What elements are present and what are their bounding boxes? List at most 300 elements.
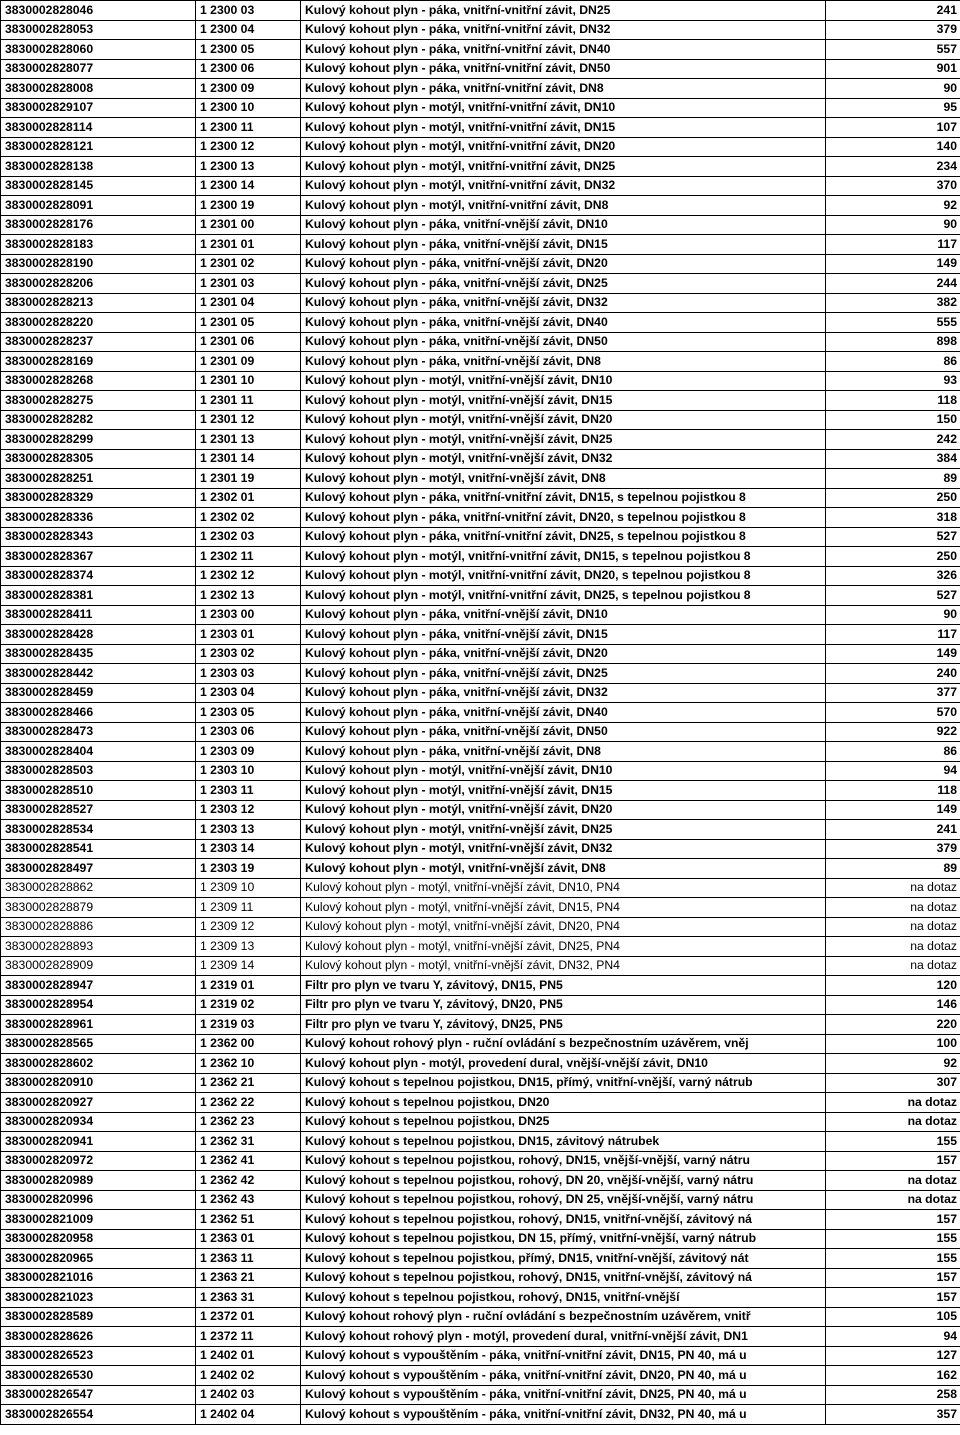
product-code-cell: 1 2300 19 bbox=[196, 196, 301, 216]
product-code-cell: 1 2302 13 bbox=[196, 586, 301, 606]
price-cell: na dotaz bbox=[826, 1190, 960, 1210]
price-cell: na dotaz bbox=[826, 956, 960, 976]
table-row bbox=[1, 683, 960, 703]
price-cell: 379 bbox=[826, 839, 960, 859]
table-row bbox=[1, 800, 960, 820]
description-cell: Kulový kohout rohový plyn - ruční ovládání s bezpečnostním uzávěrem, vněj bbox=[301, 1034, 826, 1054]
table-row bbox=[1, 820, 960, 840]
ean-cell: 3830002828381 bbox=[1, 586, 196, 606]
description-cell: Kulový kohout plyn - páka, vnitřní-vnější závit, DN8 bbox=[301, 742, 826, 762]
product-code-cell: 1 2303 19 bbox=[196, 859, 301, 879]
price-cell: 527 bbox=[826, 527, 960, 547]
table-row bbox=[1, 1034, 960, 1054]
table-row bbox=[1, 410, 960, 430]
price-cell: 90 bbox=[826, 605, 960, 625]
description-cell: Kulový kohout s vypouštěním - páka, vnitřní-vnitřní závit, DN32, PN 40, má u bbox=[301, 1405, 826, 1425]
price-cell: 93 bbox=[826, 371, 960, 391]
ean-cell: 3830002828343 bbox=[1, 527, 196, 547]
product-code-cell: 1 2300 10 bbox=[196, 98, 301, 118]
ean-cell: 3830002828374 bbox=[1, 566, 196, 586]
description-cell: Kulový kohout s tepelnou pojistkou, přímý, DN15, vnitřní-vnější, závitový nát bbox=[301, 1249, 826, 1269]
product-code-cell: 1 2303 01 bbox=[196, 625, 301, 645]
description-cell: Kulový kohout plyn - páka, vnitřní-vnitřní závit, DN15, s tepelnou pojistkou 8 bbox=[301, 488, 826, 508]
price-cell: 318 bbox=[826, 508, 960, 528]
price-cell: 95 bbox=[826, 98, 960, 118]
table-row bbox=[1, 937, 960, 957]
price-cell: 157 bbox=[826, 1151, 960, 1171]
product-code-cell: 1 2402 01 bbox=[196, 1346, 301, 1366]
ean-cell: 3830002828060 bbox=[1, 40, 196, 60]
price-cell: na dotaz bbox=[826, 1112, 960, 1132]
ean-cell: 3830002826523 bbox=[1, 1346, 196, 1366]
ean-cell: 3830002828053 bbox=[1, 20, 196, 40]
table-row bbox=[1, 917, 960, 937]
product-code-cell: 1 2362 21 bbox=[196, 1073, 301, 1093]
description-cell: Kulový kohout plyn - páka, vnitřní-vnější závit, DN15 bbox=[301, 625, 826, 645]
price-cell: 922 bbox=[826, 722, 960, 742]
ean-cell: 3830002828251 bbox=[1, 469, 196, 489]
price-cell: 127 bbox=[826, 1346, 960, 1366]
product-code-cell: 1 2319 01 bbox=[196, 976, 301, 996]
ean-cell: 3830002820941 bbox=[1, 1132, 196, 1152]
product-code-cell: 1 2301 01 bbox=[196, 235, 301, 255]
price-cell: 92 bbox=[826, 1054, 960, 1074]
price-cell: 155 bbox=[826, 1229, 960, 1249]
ean-cell: 3830002828428 bbox=[1, 625, 196, 645]
table-row bbox=[1, 956, 960, 976]
ean-cell: 3830002828961 bbox=[1, 1015, 196, 1035]
table-row bbox=[1, 40, 960, 60]
table-row bbox=[1, 293, 960, 313]
ean-cell: 3830002828367 bbox=[1, 547, 196, 567]
table-row bbox=[1, 742, 960, 762]
table-row bbox=[1, 605, 960, 625]
price-cell: 105 bbox=[826, 1307, 960, 1327]
price-cell: 140 bbox=[826, 137, 960, 157]
ean-cell: 3830002828893 bbox=[1, 937, 196, 957]
price-cell: 157 bbox=[826, 1288, 960, 1308]
product-code-cell: 1 2303 00 bbox=[196, 605, 301, 625]
ean-cell: 3830002820989 bbox=[1, 1171, 196, 1191]
product-code-cell: 1 2402 04 bbox=[196, 1405, 301, 1425]
ean-cell: 3830002820996 bbox=[1, 1190, 196, 1210]
description-cell: Kulový kohout s tepelnou pojistkou, rohový, DN15, vnitřní-vnější, závitový ná bbox=[301, 1210, 826, 1230]
description-cell: Kulový kohout s tepelnou pojistkou, rohový, DN 25, vnější-vnější, varný nátru bbox=[301, 1190, 826, 1210]
table-row bbox=[1, 1151, 960, 1171]
price-cell: 149 bbox=[826, 800, 960, 820]
price-cell: 149 bbox=[826, 644, 960, 664]
description-cell: Kulový kohout plyn - motýl, vnitřní-vnitřní závit, DN10 bbox=[301, 98, 826, 118]
description-cell: Kulový kohout plyn - páka, vnitřní-vnější závit, DN25 bbox=[301, 274, 826, 294]
description-cell: Kulový kohout plyn - motýl, provedení dural, vnější-vnější závit, DN10 bbox=[301, 1054, 826, 1074]
description-cell: Kulový kohout s vypouštěním - páka, vnitřní-vnitřní závit, DN15, PN 40, má u bbox=[301, 1346, 826, 1366]
description-cell: Kulový kohout plyn - páka, vnitřní-vnější závit, DN32 bbox=[301, 683, 826, 703]
description-cell: Filtr pro plyn ve tvaru Y, závitový, DN20, PN5 bbox=[301, 995, 826, 1015]
price-cell: 241 bbox=[826, 1, 960, 21]
product-code-cell: 1 2301 12 bbox=[196, 410, 301, 430]
ean-cell: 3830002820958 bbox=[1, 1229, 196, 1249]
product-code-cell: 1 2300 09 bbox=[196, 79, 301, 99]
product-code-cell: 1 2300 11 bbox=[196, 118, 301, 138]
table-row bbox=[1, 254, 960, 274]
description-cell: Kulový kohout rohový plyn - motýl, provedení dural, vnitřní-vnější závit, DN1 bbox=[301, 1327, 826, 1347]
product-code-cell: 1 2309 10 bbox=[196, 878, 301, 898]
ean-cell: 3830002820927 bbox=[1, 1093, 196, 1113]
price-cell: 258 bbox=[826, 1385, 960, 1405]
price-cell: 94 bbox=[826, 1327, 960, 1347]
price-cell: 326 bbox=[826, 566, 960, 586]
table-row bbox=[1, 196, 960, 216]
product-code-cell: 1 2301 11 bbox=[196, 391, 301, 411]
product-code-cell: 1 2303 03 bbox=[196, 664, 301, 684]
ean-cell: 3830002828206 bbox=[1, 274, 196, 294]
price-cell: na dotaz bbox=[826, 878, 960, 898]
price-cell: 94 bbox=[826, 761, 960, 781]
table-row bbox=[1, 547, 960, 567]
product-code-cell: 1 2303 02 bbox=[196, 644, 301, 664]
ean-cell: 3830002828909 bbox=[1, 956, 196, 976]
product-code-cell: 1 2319 02 bbox=[196, 995, 301, 1015]
product-code-cell: 1 2303 09 bbox=[196, 742, 301, 762]
product-code-cell: 1 2302 01 bbox=[196, 488, 301, 508]
description-cell: Filtr pro plyn ve tvaru Y, závitový, DN15, PN5 bbox=[301, 976, 826, 996]
product-code-cell: 1 2319 03 bbox=[196, 1015, 301, 1035]
price-cell: 242 bbox=[826, 430, 960, 450]
description-cell: Kulový kohout plyn - motýl, vnitřní-vnější závit, DN8 bbox=[301, 859, 826, 879]
ean-cell: 3830002828046 bbox=[1, 1, 196, 21]
table-row bbox=[1, 508, 960, 528]
product-code-cell: 1 2300 04 bbox=[196, 20, 301, 40]
product-code-cell: 1 2301 00 bbox=[196, 215, 301, 235]
product-code-cell: 1 2372 11 bbox=[196, 1327, 301, 1347]
price-cell: 89 bbox=[826, 859, 960, 879]
description-cell: Kulový kohout rohový plyn - ruční ovládání s bezpečnostním uzávěrem, vnitř bbox=[301, 1307, 826, 1327]
product-code-cell: 1 2303 14 bbox=[196, 839, 301, 859]
description-cell: Kulový kohout plyn - páka, vnitřní-vnitřní závit, DN32 bbox=[301, 20, 826, 40]
ean-cell: 3830002826547 bbox=[1, 1385, 196, 1405]
ean-cell: 3830002828176 bbox=[1, 215, 196, 235]
table-row bbox=[1, 371, 960, 391]
product-code-cell: 1 2363 31 bbox=[196, 1288, 301, 1308]
ean-cell: 3830002828329 bbox=[1, 488, 196, 508]
description-cell: Kulový kohout plyn - páka, vnitřní-vnitřní závit, DN25, s tepelnou pojistkou 8 bbox=[301, 527, 826, 547]
table-row bbox=[1, 1054, 960, 1074]
ean-cell: 3830002828466 bbox=[1, 703, 196, 723]
description-cell: Kulový kohout plyn - páka, vnitřní-vnitřní závit, DN20, s tepelnou pojistkou 8 bbox=[301, 508, 826, 528]
table-row bbox=[1, 839, 960, 859]
table-row bbox=[1, 1093, 960, 1113]
description-cell: Kulový kohout plyn - motýl, vnitřní-vnější závit, DN32 bbox=[301, 449, 826, 469]
ean-cell: 3830002821009 bbox=[1, 1210, 196, 1230]
price-cell: 357 bbox=[826, 1405, 960, 1425]
price-cell: 240 bbox=[826, 664, 960, 684]
price-cell: 241 bbox=[826, 820, 960, 840]
ean-cell: 3830002828008 bbox=[1, 79, 196, 99]
price-cell: 117 bbox=[826, 235, 960, 255]
product-code-cell: 1 2362 42 bbox=[196, 1171, 301, 1191]
ean-cell: 3830002828411 bbox=[1, 605, 196, 625]
product-code-cell: 1 2402 02 bbox=[196, 1366, 301, 1386]
product-code-cell: 1 2303 11 bbox=[196, 781, 301, 801]
table-row bbox=[1, 1288, 960, 1308]
description-cell: Kulový kohout plyn - motýl, vnitřní-vnější závit, DN20 bbox=[301, 410, 826, 430]
description-cell: Kulový kohout s tepelnou pojistkou, DN15, přímý, vnitřní-vnější, varný nátrub bbox=[301, 1073, 826, 1093]
price-cell: 90 bbox=[826, 79, 960, 99]
price-cell: 92 bbox=[826, 196, 960, 216]
product-code-cell: 1 2362 10 bbox=[196, 1054, 301, 1074]
ean-cell: 3830002820934 bbox=[1, 1112, 196, 1132]
table-row bbox=[1, 703, 960, 723]
price-cell: 162 bbox=[826, 1366, 960, 1386]
table-row bbox=[1, 859, 960, 879]
price-cell: 149 bbox=[826, 254, 960, 274]
table-row bbox=[1, 664, 960, 684]
description-cell: Kulový kohout plyn - páka, vnitřní-vnitřní závit, DN8 bbox=[301, 79, 826, 99]
ean-cell: 3830002828459 bbox=[1, 683, 196, 703]
table-row bbox=[1, 215, 960, 235]
product-code-cell: 1 2362 51 bbox=[196, 1210, 301, 1230]
table-row bbox=[1, 1229, 960, 1249]
table-row bbox=[1, 566, 960, 586]
product-code-cell: 1 2300 05 bbox=[196, 40, 301, 60]
table-row bbox=[1, 59, 960, 79]
price-cell: 118 bbox=[826, 391, 960, 411]
description-cell: Kulový kohout plyn - motýl, vnitřní-vnitřní závit, DN25 bbox=[301, 157, 826, 177]
table-row bbox=[1, 1112, 960, 1132]
table-row bbox=[1, 430, 960, 450]
table-row bbox=[1, 1, 960, 21]
product-code-cell: 1 2362 41 bbox=[196, 1151, 301, 1171]
price-cell: na dotaz bbox=[826, 917, 960, 937]
table-row bbox=[1, 527, 960, 547]
table-row bbox=[1, 1015, 960, 1035]
product-code-cell: 1 2302 02 bbox=[196, 508, 301, 528]
ean-cell: 3830002828268 bbox=[1, 371, 196, 391]
table-row bbox=[1, 1132, 960, 1152]
description-cell: Kulový kohout s tepelnou pojistkou, DN15, závitový nátrubek bbox=[301, 1132, 826, 1152]
product-code-cell: 1 2303 05 bbox=[196, 703, 301, 723]
product-code-cell: 1 2300 13 bbox=[196, 157, 301, 177]
ean-cell: 3830002828886 bbox=[1, 917, 196, 937]
ean-cell: 3830002828077 bbox=[1, 59, 196, 79]
ean-cell: 3830002828404 bbox=[1, 742, 196, 762]
description-cell: Kulový kohout s tepelnou pojistkou, DN25 bbox=[301, 1112, 826, 1132]
price-cell: na dotaz bbox=[826, 1171, 960, 1191]
ean-cell: 3830002828213 bbox=[1, 293, 196, 313]
price-cell: 118 bbox=[826, 781, 960, 801]
table-row bbox=[1, 1385, 960, 1405]
description-cell: Kulový kohout s tepelnou pojistkou, rohový, DN15, vnější-vnější, varný nátru bbox=[301, 1151, 826, 1171]
description-cell: Kulový kohout plyn - motýl, vnitřní-vnější závit, DN25 bbox=[301, 430, 826, 450]
price-cell: 155 bbox=[826, 1249, 960, 1269]
table-row bbox=[1, 1210, 960, 1230]
description-cell: Kulový kohout plyn - motýl, vnitřní-vnější závit, DN32 bbox=[301, 839, 826, 859]
description-cell: Kulový kohout plyn - motýl, vnitřní-vnější závit, DN15 bbox=[301, 391, 826, 411]
product-code-cell: 1 2302 12 bbox=[196, 566, 301, 586]
table-row bbox=[1, 878, 960, 898]
ean-cell: 3830002826554 bbox=[1, 1405, 196, 1425]
description-cell: Kulový kohout plyn - páka, vnitřní-vnitřní závit, DN40 bbox=[301, 40, 826, 60]
price-cell: 382 bbox=[826, 293, 960, 313]
product-code-cell: 1 2301 05 bbox=[196, 313, 301, 333]
product-code-cell: 1 2362 31 bbox=[196, 1132, 301, 1152]
price-cell: 244 bbox=[826, 274, 960, 294]
description-cell: Kulový kohout plyn - páka, vnitřní-vnější závit, DN50 bbox=[301, 332, 826, 352]
table-row bbox=[1, 176, 960, 196]
table-row bbox=[1, 1346, 960, 1366]
ean-cell: 3830002828510 bbox=[1, 781, 196, 801]
product-code-cell: 1 2303 06 bbox=[196, 722, 301, 742]
price-cell: 250 bbox=[826, 547, 960, 567]
description-cell: Kulový kohout plyn - páka, vnitřní-vnější závit, DN15 bbox=[301, 235, 826, 255]
ean-cell: 3830002820910 bbox=[1, 1073, 196, 1093]
table-row bbox=[1, 995, 960, 1015]
price-cell: 377 bbox=[826, 683, 960, 703]
description-cell: Kulový kohout s vypouštěním - páka, vnitřní-vnitřní závit, DN20, PN 40, má u bbox=[301, 1366, 826, 1386]
product-code-cell: 1 2309 11 bbox=[196, 898, 301, 918]
description-cell: Kulový kohout plyn - motýl, vnitřní-vnitřní závit, DN25, s tepelnou pojistkou 8 bbox=[301, 586, 826, 606]
ean-cell: 3830002828138 bbox=[1, 157, 196, 177]
price-cell: 527 bbox=[826, 586, 960, 606]
ean-cell: 3830002828190 bbox=[1, 254, 196, 274]
table-row bbox=[1, 1366, 960, 1386]
ean-cell: 3830002828879 bbox=[1, 898, 196, 918]
description-cell: Kulový kohout plyn - páka, vnitřní-vnější závit, DN20 bbox=[301, 644, 826, 664]
ean-cell: 3830002828220 bbox=[1, 313, 196, 333]
product-code-cell: 1 2303 13 bbox=[196, 820, 301, 840]
table-row bbox=[1, 898, 960, 918]
ean-cell: 3830002828862 bbox=[1, 878, 196, 898]
price-cell: 146 bbox=[826, 995, 960, 1015]
table-row bbox=[1, 137, 960, 157]
product-code-cell: 1 2362 43 bbox=[196, 1190, 301, 1210]
price-cell: 117 bbox=[826, 625, 960, 645]
description-cell: Kulový kohout plyn - motýl, vnitřní-vnější závit, DN10 bbox=[301, 371, 826, 391]
ean-cell: 3830002828602 bbox=[1, 1054, 196, 1074]
description-cell: Kulový kohout plyn - páka, vnitřní-vnější závit, DN20 bbox=[301, 254, 826, 274]
description-cell: Kulový kohout plyn - motýl, vnitřní-vnější závit, DN8 bbox=[301, 469, 826, 489]
table-row bbox=[1, 1073, 960, 1093]
product-code-cell: 1 2301 03 bbox=[196, 274, 301, 294]
product-code-cell: 1 2362 23 bbox=[196, 1112, 301, 1132]
price-cell: 570 bbox=[826, 703, 960, 723]
description-cell: Kulový kohout s tepelnou pojistkou, rohový, DN15, vnitřní-vnější, závitový ná bbox=[301, 1268, 826, 1288]
product-code-cell: 1 2302 03 bbox=[196, 527, 301, 547]
table-row bbox=[1, 79, 960, 99]
price-cell: 150 bbox=[826, 410, 960, 430]
table-row bbox=[1, 1268, 960, 1288]
ean-cell: 3830002828145 bbox=[1, 176, 196, 196]
ean-cell: 3830002829107 bbox=[1, 98, 196, 118]
ean-cell: 3830002828534 bbox=[1, 820, 196, 840]
product-code-cell: 1 2363 11 bbox=[196, 1249, 301, 1269]
description-cell: Kulový kohout plyn - motýl, vnitřní-vnitřní závit, DN15 bbox=[301, 118, 826, 138]
table-row bbox=[1, 1171, 960, 1191]
ean-cell: 3830002828435 bbox=[1, 644, 196, 664]
product-code-cell: 1 2301 19 bbox=[196, 469, 301, 489]
description-cell: Kulový kohout plyn - motýl, vnitřní-vnější závit, DN10 bbox=[301, 761, 826, 781]
product-code-cell: 1 2303 10 bbox=[196, 761, 301, 781]
description-cell: Kulový kohout plyn - motýl, vnitřní-vnitřní závit, DN20, s tepelnou pojistkou 8 bbox=[301, 566, 826, 586]
price-cell: 379 bbox=[826, 20, 960, 40]
description-cell: Kulový kohout plyn - motýl, vnitřní-vnitřní závit, DN15, s tepelnou pojistkou 8 bbox=[301, 547, 826, 567]
ean-cell: 3830002828503 bbox=[1, 761, 196, 781]
table-row bbox=[1, 761, 960, 781]
table-row bbox=[1, 157, 960, 177]
table-row bbox=[1, 352, 960, 372]
ean-cell: 3830002828237 bbox=[1, 332, 196, 352]
table-row bbox=[1, 274, 960, 294]
price-cell: 89 bbox=[826, 469, 960, 489]
price-cell: na dotaz bbox=[826, 1093, 960, 1113]
ean-cell: 3830002828183 bbox=[1, 235, 196, 255]
price-cell: na dotaz bbox=[826, 898, 960, 918]
price-cell: 86 bbox=[826, 352, 960, 372]
product-code-cell: 1 2301 10 bbox=[196, 371, 301, 391]
description-cell: Kulový kohout plyn - motýl, vnitřní-vnitřní závit, DN32 bbox=[301, 176, 826, 196]
product-code-cell: 1 2362 22 bbox=[196, 1093, 301, 1113]
ean-cell: 3830002821023 bbox=[1, 1288, 196, 1308]
ean-cell: 3830002828497 bbox=[1, 859, 196, 879]
table-row bbox=[1, 235, 960, 255]
product-code-cell: 1 2309 13 bbox=[196, 937, 301, 957]
ean-cell: 3830002828336 bbox=[1, 508, 196, 528]
description-cell: Kulový kohout plyn - páka, vnitřní-vnější závit, DN40 bbox=[301, 313, 826, 333]
ean-cell: 3830002828626 bbox=[1, 1327, 196, 1347]
ean-cell: 3830002828305 bbox=[1, 449, 196, 469]
ean-cell: 3830002826530 bbox=[1, 1366, 196, 1386]
table-row bbox=[1, 644, 960, 664]
description-cell: Kulový kohout plyn - páka, vnitřní-vnější závit, DN32 bbox=[301, 293, 826, 313]
description-cell: Kulový kohout s tepelnou pojistkou, DN20 bbox=[301, 1093, 826, 1113]
product-code-cell: 1 2309 14 bbox=[196, 956, 301, 976]
product-code-cell: 1 2301 02 bbox=[196, 254, 301, 274]
product-code-cell: 1 2372 01 bbox=[196, 1307, 301, 1327]
price-cell: 898 bbox=[826, 332, 960, 352]
ean-cell: 3830002828442 bbox=[1, 664, 196, 684]
price-cell: 557 bbox=[826, 40, 960, 60]
product-code-cell: 1 2303 04 bbox=[196, 683, 301, 703]
price-cell: 307 bbox=[826, 1073, 960, 1093]
price-cell: 370 bbox=[826, 176, 960, 196]
description-cell: Kulový kohout plyn - páka, vnitřní-vnitřní závit, DN25 bbox=[301, 1, 826, 21]
price-cell: 901 bbox=[826, 59, 960, 79]
price-cell: 157 bbox=[826, 1268, 960, 1288]
description-cell: Kulový kohout s tepelnou pojistkou, rohový, DN15, vnitřní-vnější bbox=[301, 1288, 826, 1308]
description-cell: Kulový kohout plyn - páka, vnitřní-vnější závit, DN40 bbox=[301, 703, 826, 723]
description-cell: Kulový kohout s tepelnou pojistkou, DN 15, přímý, vnitřní-vnější, varný nátrub bbox=[301, 1229, 826, 1249]
description-cell: Kulový kohout plyn - motýl, vnitřní-vnitřní závit, DN8 bbox=[301, 196, 826, 216]
ean-cell: 3830002828527 bbox=[1, 800, 196, 820]
table-row bbox=[1, 391, 960, 411]
ean-cell: 3830002828275 bbox=[1, 391, 196, 411]
product-code-cell: 1 2300 06 bbox=[196, 59, 301, 79]
table-row bbox=[1, 488, 960, 508]
table-row bbox=[1, 976, 960, 996]
description-cell: Kulový kohout plyn - motýl, vnitřní-vnější závit, DN25, PN4 bbox=[301, 937, 826, 957]
ean-cell: 3830002828473 bbox=[1, 722, 196, 742]
table-row bbox=[1, 1405, 960, 1425]
description-cell: Kulový kohout s tepelnou pojistkou, rohový, DN 20, vnější-vnější, varný nátru bbox=[301, 1171, 826, 1191]
table-row bbox=[1, 449, 960, 469]
table-row bbox=[1, 781, 960, 801]
ean-cell: 3830002820972 bbox=[1, 1151, 196, 1171]
description-cell: Kulový kohout plyn - páka, vnitřní-vnější závit, DN8 bbox=[301, 352, 826, 372]
ean-cell: 3830002820965 bbox=[1, 1249, 196, 1269]
table-row bbox=[1, 332, 960, 352]
table-row bbox=[1, 625, 960, 645]
description-cell: Kulový kohout plyn - motýl, vnitřní-vnější závit, DN10, PN4 bbox=[301, 878, 826, 898]
